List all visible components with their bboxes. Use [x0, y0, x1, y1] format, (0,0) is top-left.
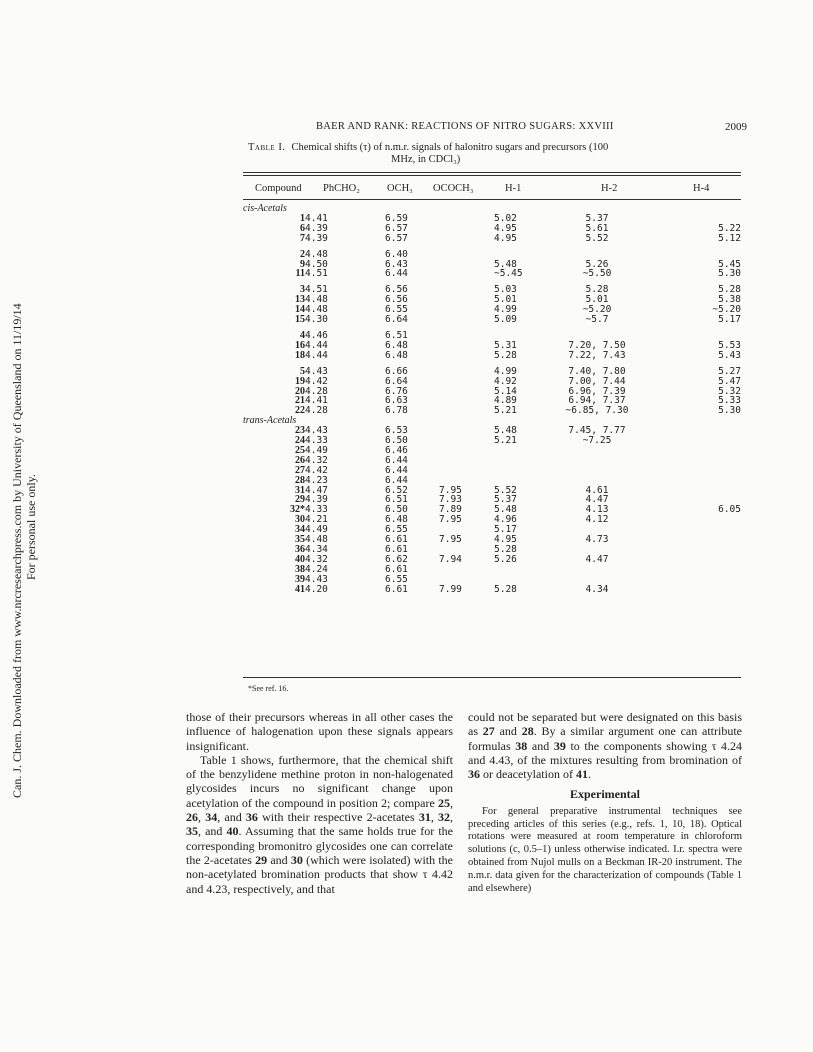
compound-number: 38: [295, 563, 305, 575]
table-cell: 4.99: [494, 304, 517, 316]
table-cell: 5.14: [494, 385, 517, 397]
table-cell: 4.95: [494, 232, 517, 244]
table-cell: [494, 456, 552, 466]
table-cell: [439, 466, 494, 476]
table-cell: 7.00, 7.44: [568, 375, 626, 387]
table-cell: [642, 476, 741, 486]
table-cell: [439, 387, 494, 397]
table-cell: 6.61: [385, 534, 408, 546]
table-cell: 6.56: [385, 284, 408, 296]
compound-number: 35: [295, 534, 305, 546]
table-cell: 5.30: [718, 268, 741, 280]
table-cell: 4.47: [305, 484, 328, 496]
table-cell: 4.51: [305, 284, 328, 296]
col-header-compound: Compound: [255, 183, 302, 194]
experimental-heading: Experimental: [570, 787, 640, 802]
col-header-ococh3: OCOCH₃: [433, 183, 474, 194]
compound-number: 25: [295, 444, 305, 456]
compound-number: 39: [295, 573, 305, 585]
compound-number: 34: [295, 524, 305, 536]
table-cell: [642, 535, 741, 545]
table-cell: 5.28: [718, 284, 741, 296]
compound-number: 19: [295, 375, 305, 387]
compound-number: 14: [295, 304, 305, 316]
table-label: Table I.: [248, 142, 286, 153]
compound-number: 41: [295, 583, 305, 595]
table-cell: 5.26: [585, 258, 609, 270]
compound-number: 18: [295, 349, 305, 361]
table-cell: 5.38: [718, 294, 741, 306]
table-cell: 6.44: [385, 474, 408, 486]
table-cell: 4.24: [305, 563, 328, 575]
table-cell: 4.92: [494, 375, 517, 387]
table-row: [243, 585, 741, 595]
table-cell: 5.45: [718, 258, 741, 270]
table-cell: 6.56: [385, 294, 408, 306]
compound-number: 20: [295, 385, 305, 397]
table-cell: 6.55: [385, 304, 408, 316]
table-cell: [552, 565, 642, 575]
table-cell: 4.96: [494, 514, 517, 526]
table-cell: 6.55: [385, 573, 408, 585]
table-row: [243, 315, 741, 325]
table-cell: 4.30: [305, 314, 328, 326]
table-cell: ~5.20: [712, 304, 741, 316]
table-cell: 4.95: [494, 534, 517, 546]
body-right-column: [468, 710, 742, 895]
table-cell: [642, 446, 741, 456]
table-cell: 6.64: [385, 314, 408, 326]
compound-number: 16: [295, 339, 305, 351]
table-cell: [552, 466, 642, 476]
left-paragraph-1: those of their precursors whereas in all other cases the influence of halogenation upon these signals appears insignificant.: [186, 710, 453, 753]
table-cell: 5.52: [585, 232, 609, 244]
table-cell: 6.50: [385, 435, 408, 447]
table-cell: 4.13: [585, 504, 609, 516]
compound-number: 15: [295, 314, 305, 326]
table-cell: 4.41: [305, 395, 328, 407]
table-row: [243, 377, 741, 387]
table-cell: [439, 456, 494, 466]
table-cell: 4.43: [305, 365, 328, 377]
compound-number: 11: [295, 268, 305, 280]
table-row: [243, 406, 741, 416]
running-head: BAER AND RANK: REACTIONS OF NITRO SUGARS: XXVIII: [316, 121, 614, 132]
table-cell: 6.66: [385, 365, 408, 377]
table-cell: ~5.7: [585, 314, 609, 326]
table-cell: [642, 575, 741, 585]
table-cell: 6.40: [385, 248, 408, 260]
table-cell: 4.43: [305, 425, 328, 437]
table-cell: 6.96, 7.39: [568, 385, 626, 397]
table-cell: 6.94, 7.37: [568, 395, 626, 407]
table-cell: 4.49: [305, 524, 328, 536]
table-cell: [642, 585, 741, 595]
table-cell: 4.48: [305, 534, 328, 546]
table-cell: 7.95: [439, 484, 462, 496]
table-cell: 5.28: [494, 544, 517, 555]
table-cell: 5.47: [718, 375, 741, 387]
compound-number: 22: [295, 405, 305, 417]
table-cell: 6.78: [385, 405, 408, 417]
table-cell: 4.47: [585, 494, 609, 506]
compound-number: 3: [300, 284, 305, 296]
table-cell: 6.53: [385, 425, 408, 437]
table-header-rule: [243, 199, 741, 200]
table-cell: 5.32: [718, 385, 741, 397]
table-cell: [439, 224, 494, 234]
body-left-column: [186, 710, 453, 896]
table-footnote: *See ref. 16.: [248, 684, 289, 693]
table-cell: [439, 396, 494, 406]
compound-number: 23: [295, 425, 305, 437]
table-cell: [439, 260, 494, 270]
table-cell: 6.52: [385, 484, 408, 496]
table-bottom-rule: [243, 677, 741, 678]
table-cell: 4.99: [494, 365, 517, 377]
table-cell: 7.95: [439, 534, 462, 546]
table-cell: 6.55: [385, 524, 408, 536]
table-cell: 4.49: [305, 444, 328, 456]
table-cell: 5.28: [585, 284, 609, 296]
table-cell: [642, 466, 741, 476]
table-cell: 7.95: [439, 514, 462, 526]
table-cell: [439, 250, 494, 260]
table-cell: 7.45, 7.77: [568, 425, 626, 437]
table-cell: 4.61: [585, 484, 609, 496]
table-cell: 5.30: [718, 405, 741, 417]
table-cell: 4.47: [585, 553, 609, 565]
compound-number: 28: [295, 474, 305, 486]
table-top-rule-2: [243, 175, 741, 176]
compound-number: 24: [295, 435, 305, 447]
table-cell: 4.39: [305, 232, 328, 244]
table-cell: ~5.20: [582, 304, 612, 316]
nmr-data-table: [243, 204, 741, 595]
table-cell: [642, 555, 741, 565]
table-cell: 4.34: [305, 544, 328, 555]
table-cell: [642, 456, 741, 466]
table-cell: 4.48: [305, 294, 328, 306]
col-header-h1: H-1: [505, 183, 522, 194]
compound-number: 32*: [290, 504, 305, 516]
compound-number: 21: [295, 395, 305, 407]
compound-number: 31: [295, 484, 305, 496]
table-cell: [439, 446, 494, 456]
table-cell: ~5.50: [582, 268, 612, 280]
table-cell: 5.01: [585, 294, 609, 306]
page-number: 2009: [725, 121, 747, 133]
table-cell: 7.89: [439, 504, 462, 516]
table-cell: 5.33: [718, 395, 741, 407]
table-cell: 4.28: [305, 385, 328, 397]
table-cell: 4.46: [305, 329, 328, 341]
caption-line-2: MHz, in CDCl₃): [391, 154, 461, 165]
table-cell: [642, 486, 741, 496]
table-cell: 5.03: [494, 284, 517, 296]
table-cell: [642, 565, 741, 575]
table-cell: 5.22: [718, 222, 741, 234]
table-cell: 5.12: [718, 232, 741, 244]
table-cell: 4.42: [305, 464, 328, 476]
table-cell: [439, 426, 494, 436]
table-cell: 6.44: [385, 454, 408, 466]
table-cell: 6.44: [385, 268, 408, 280]
compound-number: 40: [295, 553, 305, 565]
table-cell: 4.39: [305, 222, 328, 234]
table-cell: 5.17: [494, 524, 517, 536]
table-cell: 6.59: [385, 212, 408, 224]
table-cell: 5.37: [494, 494, 517, 506]
table-cell: 4.95: [494, 222, 517, 234]
compound-number: 7: [300, 232, 305, 244]
table-cell: 4.39: [305, 494, 328, 506]
compound-number: 4: [300, 329, 305, 341]
compound-number: 2: [300, 248, 305, 260]
watermark-line-1: Can. J. Chem. Downloaded from www.nrcresearchpress.com by University of Queensland on 11/19/14: [10, 303, 24, 798]
table-cell: 6.61: [385, 544, 408, 555]
right-paragraph-2: For general preparative instrumental techniques see preceding articles of this series (e.g., refs. 1, 10, 18). Optical rotations were measured at room temperature in chloroform solutions (c, 0.5–1) unless otherwise indicated. I.r. spectra were obtained from Nujol mulls on a Beckman IR-20 instrument. The n.m.r. data given for the characterization of compounds (Table 1 and elsewhere): [468, 805, 742, 894]
table-cell: 6.44: [385, 464, 408, 476]
table-cell: [552, 456, 642, 466]
table-cell: [552, 446, 642, 456]
group-label: cis-Acetals: [243, 203, 287, 214]
table-cell: [494, 446, 552, 456]
table-cell: 5.28: [494, 349, 517, 361]
table-cell: 4.20: [305, 583, 328, 595]
table-row: [243, 351, 741, 361]
compound-number: 6: [300, 222, 305, 234]
table-cell: 4.48: [305, 304, 328, 316]
table-cell: [642, 436, 741, 446]
table-cell: [439, 269, 494, 279]
table-cell: [439, 315, 494, 325]
col-header-h2: H-2: [601, 183, 618, 194]
col-header-h4: H-4: [693, 183, 710, 194]
table-cell: [439, 341, 494, 351]
col-header-och3: OCH₃: [387, 183, 413, 194]
col-header-phcho2: PhCHO₂: [323, 183, 360, 194]
table-cell: 7.99: [439, 583, 462, 595]
table-row: [243, 234, 741, 244]
table-cell: 6.51: [385, 329, 408, 341]
table-cell: 6.43: [385, 258, 408, 270]
table-cell: 5.02: [494, 212, 517, 224]
table-cell: 5.31: [494, 339, 517, 351]
table-cell: ~7.25: [582, 435, 612, 447]
table-cell: 5.48: [494, 425, 517, 437]
table-cell: 6.63: [385, 395, 408, 407]
table-cell: [439, 295, 494, 305]
table-cell: [642, 515, 741, 525]
compound-number: 36: [295, 544, 305, 555]
table-row: [243, 269, 741, 279]
table-cell: 4.21: [305, 514, 328, 526]
table-cell: 4.51: [305, 268, 328, 280]
table-cell: 6.48: [385, 339, 408, 351]
compound-number: 1: [300, 212, 305, 224]
table-cell: [439, 234, 494, 244]
table-cell: 4.89: [494, 395, 517, 407]
table-cell: 4.50: [305, 258, 328, 270]
compound-number: 27: [295, 464, 305, 476]
table-cell: 7.93: [439, 494, 462, 506]
table-cell: 6.57: [385, 222, 408, 234]
table-cell: 4.28: [305, 405, 328, 417]
table-cell: [439, 367, 494, 377]
table-cell: 4.34: [585, 583, 609, 595]
table-cell: 6.46: [385, 444, 408, 456]
table-cell: 6.61: [385, 583, 408, 595]
table-cell: ~6.85, 7.30: [565, 405, 629, 417]
table-cell: 5.53: [718, 339, 741, 351]
table-cell: [439, 214, 494, 224]
table-cell: 5.52: [494, 484, 517, 496]
table-cell: 5.27: [718, 365, 741, 377]
table-cell: [439, 331, 494, 341]
compound-number: 9: [300, 258, 305, 270]
table-cell: 6.61: [385, 563, 408, 575]
table-cell: 6.62: [385, 553, 408, 565]
table-cell: 5.48: [494, 504, 517, 516]
table-cell: 7.40, 7.80: [568, 365, 626, 377]
table-cell: [439, 436, 494, 446]
table-cell: 7.94: [439, 553, 462, 565]
table-cell: [642, 525, 741, 535]
table-cell: 6.51: [385, 494, 408, 506]
table-cell: 6.48: [385, 349, 408, 361]
table-cell: 7.22, 7.43: [568, 349, 626, 361]
compound-number: 5: [300, 365, 305, 377]
table-cell: 4.42: [305, 375, 328, 387]
table-cell: 6.05: [718, 504, 741, 516]
table-cell: 6.76: [385, 385, 408, 397]
table-cell: [439, 305, 494, 315]
watermark-line-2: For personal use only.: [24, 474, 38, 580]
table-cell: 5.28: [494, 583, 517, 595]
table-cell: [494, 565, 552, 575]
table-cell: [439, 351, 494, 361]
table-cell: 5.09: [494, 314, 517, 326]
caption-line-1: Chemical shifts (τ) of n.m.r. signals of halonitro sugars and precursors (100: [291, 142, 609, 153]
table-cell: 5.48: [494, 258, 517, 270]
table-cell: 5.17: [718, 314, 741, 326]
table-cell: 7.20, 7.50: [568, 339, 626, 351]
download-watermark: [0, 240, 38, 800]
right-paragraph-1: could not be separated but were designated on this basis as 27 and 28. By a similar argument one can attribute formulas 38 and 39 to the components showing τ 4.24 and 4.43, of the mixtures resulting from bromination of 36 or deacetylation of 41.: [468, 710, 743, 782]
table-cell: ~5.45: [494, 268, 523, 280]
table-cell: 5.43: [718, 349, 741, 361]
table-cell: [494, 466, 552, 476]
table-cell: [642, 426, 741, 436]
table-cell: 5.21: [494, 405, 517, 417]
table-cell: 6.64: [385, 375, 408, 387]
table-cell: 5.37: [585, 212, 609, 224]
table-cell: 4.43: [305, 573, 328, 585]
table-cell: 5.61: [585, 222, 609, 234]
table-cell: 5.01: [494, 294, 517, 306]
table-cell: 4.41: [305, 212, 328, 224]
table-cell: 4.44: [305, 349, 328, 361]
left-paragraph-2: Table 1 shows, furthermore, that the chemical shift of the benzylidene methine proton in non-halogenated glycosides incurs no significant change upon acetylation of the compound in position 2; compare 25, 26, 34, and 36 with their respective 2-acetates 31, 32, 35, and 40. Assuming that the same holds true for the corresponding bromonitro glycosides one can correlate the 2-acetates 29 and 30 (which were isolated) with the non-acetylated bromination products that show τ 4.42 and 4.23, respectively, and that: [186, 752, 454, 896]
table-cell: 6.57: [385, 232, 408, 244]
compound-number: 26: [295, 454, 305, 466]
table-top-rule: [243, 172, 741, 173]
table-cell: [439, 565, 494, 575]
table-cell: 4.33: [305, 504, 328, 516]
table-cell: [439, 377, 494, 387]
table-caption: [248, 142, 688, 166]
table-cell: 4.73: [585, 534, 609, 546]
table-cell: 5.21: [494, 435, 517, 447]
compound-number: 30: [295, 514, 305, 526]
table-cell: 4.33: [305, 435, 328, 447]
table-cell: 4.23: [305, 474, 328, 486]
table-cell: [439, 285, 494, 295]
table-cell: 4.32: [305, 553, 328, 565]
table-cell: [439, 406, 494, 416]
table-cell: 6.50: [385, 504, 408, 516]
table-cell: 4.12: [585, 514, 609, 526]
table-cell: [642, 545, 741, 555]
table-cell: 5.26: [494, 553, 517, 565]
table-cell: 4.48: [305, 248, 328, 260]
table-cell: 4.32: [305, 454, 328, 466]
table-cell: 6.48: [385, 514, 408, 526]
compound-number: 13: [295, 294, 305, 306]
table-cell: 4.44: [305, 339, 328, 351]
compound-number: 29: [295, 494, 305, 506]
group-label: trans-Acetals: [243, 415, 297, 427]
